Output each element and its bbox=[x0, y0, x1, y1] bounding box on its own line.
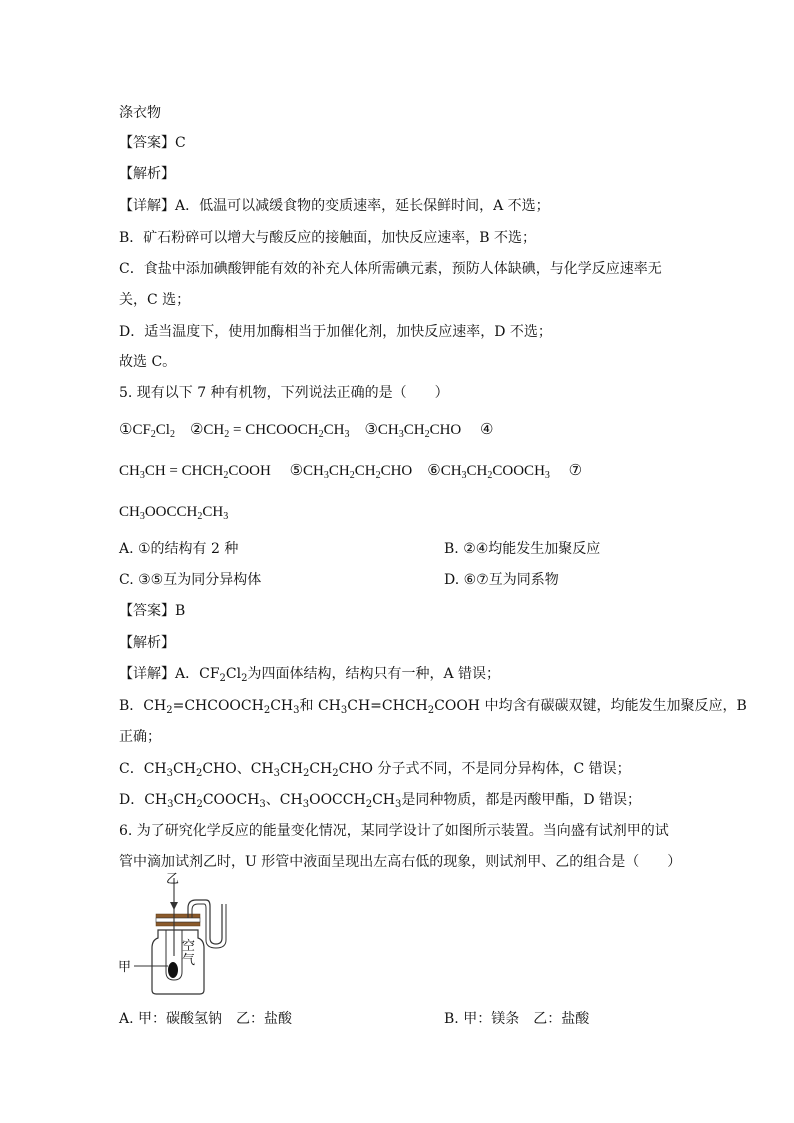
text-line: B．矿石粉碎可以增大与酸反应的接触面，加快反应速率，B 不选； bbox=[119, 230, 537, 246]
question-6-stem: 6. 为了研究化学反应的能量变化情况，某同学设计了如图所示装置。当向盛有试剂甲的试 bbox=[119, 823, 669, 839]
text-line: 关，C 选； bbox=[119, 292, 191, 308]
compound-4: $CH_3CH$ = $CHCH_2COOH$ bbox=[119, 463, 271, 481]
compound-3: $③CH_3CH_2CHO$ bbox=[364, 422, 462, 440]
explanation-line-c: C．$CH_3CH_2CHO$、$CH_3CH_2CH_2CHO$ 分子式不同，不是同分异构体，C 错误； bbox=[119, 761, 631, 779]
text-line: 【详解】A．低温可以减缓食物的变质速率，延长保鲜时间，A 不选； bbox=[119, 198, 550, 214]
explanation-line-b: B．$CH_2=CHCOOCH_2CH_3$和 $CH_3CH=CHCH_2COOH$ 中均含有碳碳双键，均能发生加聚反应，B bbox=[119, 698, 747, 716]
stopper-bottom bbox=[156, 922, 200, 926]
q5-option-c: C. ③⑤互为同分异构体 bbox=[119, 572, 262, 588]
explanation-line-d: D．$CH_3CH_2COOCH_3$、$CH_3OOCCH_2CH_3$是同种物质，都是丙酸甲酯，D 错误； bbox=[119, 792, 642, 810]
compound-list-line-3 bbox=[119, 502, 228, 522]
text-line: C．食盐中添加碘酸钾能有效的补充人体所需碘元素，预防人体缺碘，与化学反应速率无 bbox=[119, 261, 662, 277]
reagent-b-label: 乙 bbox=[166, 872, 180, 887]
text-line: D．适当温度下，使用加酶相当于加催化剂，加快反应速率，D 不选； bbox=[119, 324, 552, 340]
dropper-arrow bbox=[170, 902, 178, 910]
answer-label: 【答案】C bbox=[119, 135, 186, 151]
compound-7: $CH_3OOCCH_2CH_3$ bbox=[119, 504, 229, 522]
q6-option-a: A. 甲：碳酸氢钠 乙：盐酸 bbox=[119, 1011, 293, 1027]
compound-list-line-1 bbox=[119, 420, 493, 440]
compound-4-label: ④ bbox=[480, 422, 494, 438]
reagent-a-label: 甲 bbox=[118, 960, 132, 975]
compound-6: $⑥CH_3CH_2COOCH_3$ bbox=[427, 463, 550, 481]
explanation-line-a: 【详解】A．$CF_2Cl_2$为四面体结构，结构只有一种，A 错误； bbox=[119, 666, 501, 684]
q6-option-b: B. 甲：镁条 乙：盐酸 bbox=[444, 1011, 590, 1027]
compound-5: $⑤CH_3CH_2CH_2CHO$ bbox=[289, 463, 413, 481]
text-line: 正确； bbox=[119, 729, 161, 745]
q5-option-a: A. ①的结构有 2 种 bbox=[119, 541, 239, 557]
compound-2: $②CH_2$ = $CHCOOCH_2CH_3$ bbox=[189, 422, 350, 440]
stopper-top bbox=[156, 914, 200, 918]
reagent-a-blob bbox=[168, 962, 178, 978]
answer-label: 【答案】B bbox=[119, 603, 186, 619]
text-line: 故选 C。 bbox=[119, 354, 177, 370]
q5-option-b: B. ②④均能发生加聚反应 bbox=[444, 541, 601, 557]
question-6-stem-cont: 管中滴加试剂乙时，U 形管中液面呈现出左高右低的现象，则试剂甲、乙的组合是（ ） bbox=[119, 854, 682, 870]
flask-outline bbox=[152, 930, 204, 994]
analysis-label: 【解析】 bbox=[119, 635, 175, 651]
apparatus-diagram bbox=[118, 868, 228, 996]
air-label: 空 气 bbox=[182, 939, 196, 968]
compound-list-line-2 bbox=[119, 461, 582, 481]
text-line: 涤衣物 bbox=[119, 105, 161, 121]
analysis-label: 【解析】 bbox=[119, 166, 175, 182]
compound-1: $①CF_2Cl_2$ bbox=[119, 422, 175, 440]
q5-option-d: D. ⑥⑦互为同系物 bbox=[444, 572, 559, 588]
question-5-stem: 5. 现有以下 7 种有机物，下列说法正确的是（ ） bbox=[119, 385, 449, 401]
compound-7-label: ⑦ bbox=[568, 463, 583, 479]
apparatus-figure bbox=[118, 868, 228, 1000]
